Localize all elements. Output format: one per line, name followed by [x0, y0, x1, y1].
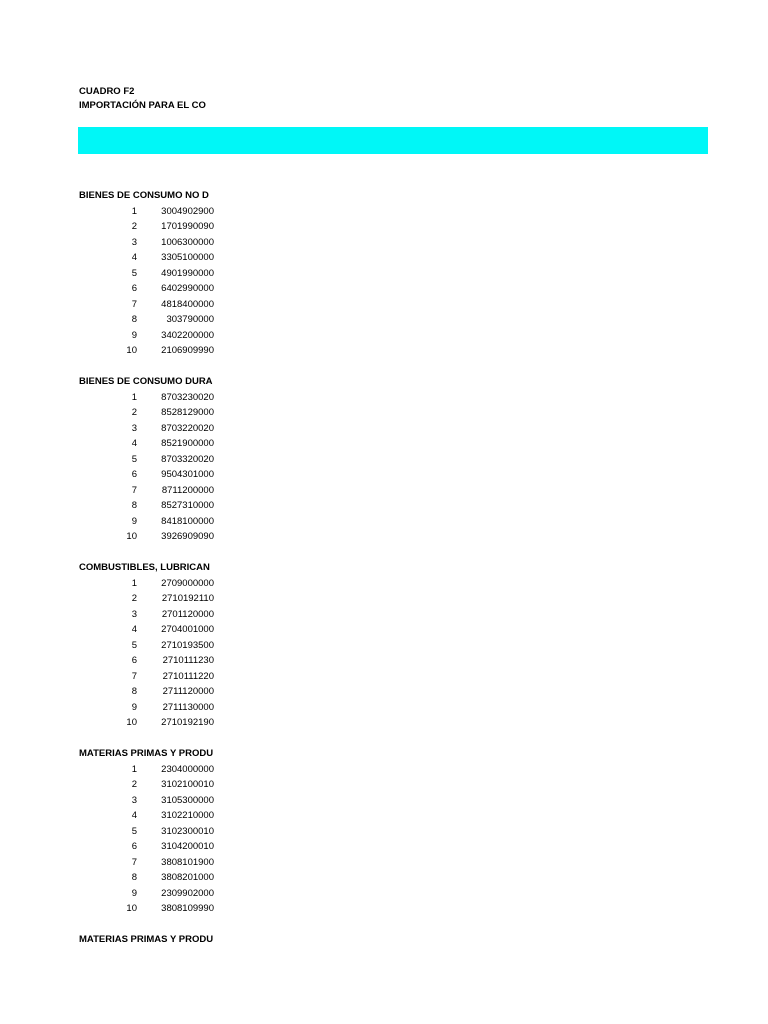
cyan-header-band [78, 127, 708, 154]
table-row [0, 624, 768, 640]
rank-cell: 3 [131, 236, 137, 248]
table-row [0, 392, 768, 408]
rank-cell: 2 [131, 593, 137, 604]
table-row [0, 345, 768, 361]
rank-cell: 2 [131, 221, 137, 232]
category-header: BIENES DE CONSUMO NO D [79, 190, 209, 201]
table-row [0, 314, 768, 330]
table-row [0, 516, 768, 532]
tariff-code-cell: 3402200000 [161, 329, 214, 341]
category-header: COMBUSTIBLES, LUBRICAN [79, 562, 210, 573]
tariff-code-cell: 3926909090 [161, 531, 214, 542]
tariff-code-cell: 3102300010 [161, 825, 214, 837]
table-row [0, 717, 768, 733]
table-row [0, 283, 768, 299]
tariff-code-cell: 9504301000 [161, 469, 214, 480]
table-row [0, 423, 768, 439]
tariff-code-cell: 4901990000 [161, 267, 214, 279]
rank-cell: 5 [131, 825, 137, 837]
table-row [0, 810, 768, 826]
rank-cell: 4 [131, 252, 137, 263]
table-row [0, 500, 768, 516]
rank-cell: 10 [126, 903, 137, 914]
tariff-code-cell: 3808109990 [161, 903, 214, 914]
rank-cell: 3 [131, 608, 137, 620]
rank-cell: 6 [131, 841, 137, 852]
table-row [0, 578, 768, 594]
table-row [0, 841, 768, 857]
rank-cell: 4 [131, 438, 137, 449]
rank-cell: 1 [131, 763, 137, 775]
table-row [0, 702, 768, 718]
table-row [0, 237, 768, 253]
tariff-code-cell: 3104200010 [161, 841, 214, 852]
rank-cell: 2 [131, 779, 137, 790]
table-row [0, 268, 768, 284]
rank-cell: 6 [131, 655, 137, 666]
rank-cell: 9 [131, 887, 137, 899]
tariff-code-cell: 4818400000 [161, 298, 214, 310]
tariff-code-cell: 8703320020 [161, 453, 214, 465]
table-row [0, 330, 768, 346]
tariff-code-cell: 8527310000 [161, 500, 214, 511]
rank-cell: 5 [131, 453, 137, 465]
table-row [0, 531, 768, 547]
tariff-code-cell: 3102100010 [161, 779, 214, 790]
table-row [0, 407, 768, 423]
tariff-code-cell: 2701120000 [161, 608, 214, 620]
rank-cell: 8 [131, 686, 137, 697]
table-row [0, 221, 768, 237]
tariff-code-cell: 2709000000 [161, 577, 214, 589]
rank-cell: 1 [131, 391, 137, 403]
category-header: BIENES DE CONSUMO DURA [79, 376, 213, 387]
table-row [0, 299, 768, 315]
table-row [0, 640, 768, 656]
rank-cell: 6 [131, 469, 137, 480]
rank-cell: 4 [131, 810, 137, 821]
tariff-code-cell: 2710192190 [161, 717, 214, 728]
rank-cell: 9 [131, 329, 137, 341]
tariff-code-cell: 3105300000 [161, 794, 214, 806]
table-row [0, 252, 768, 268]
tariff-code-cell: 2304000000 [161, 763, 214, 775]
table-row [0, 857, 768, 873]
table-row [0, 438, 768, 454]
tariff-code-cell: 2106909990 [161, 345, 214, 356]
tariff-code-cell: 2710193500 [161, 639, 214, 651]
tariff-code-cell: 1006300000 [161, 236, 214, 248]
rank-cell: 8 [131, 872, 137, 883]
table-row [0, 609, 768, 625]
tariff-code-cell: 2710111220 [162, 670, 214, 682]
rank-cell: 1 [131, 577, 137, 589]
tariff-code-cell: 8703220020 [161, 422, 214, 434]
rank-cell: 2 [131, 407, 137, 418]
table-row [0, 779, 768, 795]
category-header: MATERIAS PRIMAS Y PRODU [79, 934, 214, 945]
rank-cell: 8 [131, 314, 137, 325]
table-subtitle: IMPORTACIÓN PARA EL CO [79, 100, 206, 111]
table-row [0, 903, 768, 919]
tariff-code-cell: 8521900000 [161, 438, 214, 449]
tariff-code-cell: 3305100000 [161, 252, 214, 263]
rank-cell: 6 [131, 283, 137, 294]
table-row [0, 671, 768, 687]
rank-cell: 7 [131, 484, 137, 496]
table-row [0, 485, 768, 501]
rank-cell: 10 [126, 345, 137, 356]
table-row [0, 593, 768, 609]
rank-cell: 7 [131, 298, 137, 310]
table-row [0, 888, 768, 904]
rank-cell: 5 [131, 267, 137, 279]
table-row [0, 872, 768, 888]
rank-cell: 10 [126, 531, 137, 542]
category-header: MATERIAS PRIMAS Y PRODU [79, 748, 214, 759]
table-row [0, 469, 768, 485]
tariff-code-cell: 3102210000 [161, 810, 214, 821]
rank-cell: 7 [131, 856, 137, 868]
rank-cell: 10 [126, 717, 137, 728]
rank-cell: 4 [131, 624, 137, 635]
table-row [0, 826, 768, 842]
rank-cell: 5 [131, 639, 137, 651]
table-row [0, 206, 768, 222]
tariff-code-cell: 3808201000 [161, 872, 214, 883]
tariff-code-cell: 1701990090 [161, 221, 214, 232]
tariff-code-cell: 8703230020 [161, 391, 214, 403]
table-id-title: CUADRO F2 [79, 86, 135, 97]
table-row [0, 686, 768, 702]
rank-cell: 3 [131, 422, 137, 434]
rank-cell: 9 [131, 515, 137, 527]
tariff-code-cell: 8711200000 [161, 484, 214, 496]
tariff-code-cell: 2711130000 [162, 701, 214, 713]
tariff-code-cell: 303790000 [166, 314, 214, 325]
tariff-code-cell: 8528129000 [161, 407, 214, 418]
tariff-code-cell: 6402990000 [161, 283, 214, 294]
tariff-code-cell: 2711120000 [162, 686, 214, 697]
tariff-code-cell: 3808101900 [161, 856, 214, 868]
tariff-code-cell: 8418100000 [161, 515, 214, 527]
rank-cell: 3 [131, 794, 137, 806]
rank-cell: 1 [131, 205, 137, 217]
tariff-code-cell: 2309902000 [161, 887, 214, 899]
rank-cell: 9 [131, 701, 137, 713]
table-row [0, 454, 768, 470]
rank-cell: 8 [131, 500, 137, 511]
table-row [0, 655, 768, 671]
tariff-code-cell: 3004902900 [161, 205, 214, 217]
rank-cell: 7 [131, 670, 137, 682]
tariff-code-cell: 2710111230 [162, 655, 214, 666]
table-row [0, 795, 768, 811]
tariff-code-cell: 2710192110 [161, 593, 214, 604]
table-row [0, 764, 768, 780]
tariff-code-cell: 2704001000 [161, 624, 214, 635]
